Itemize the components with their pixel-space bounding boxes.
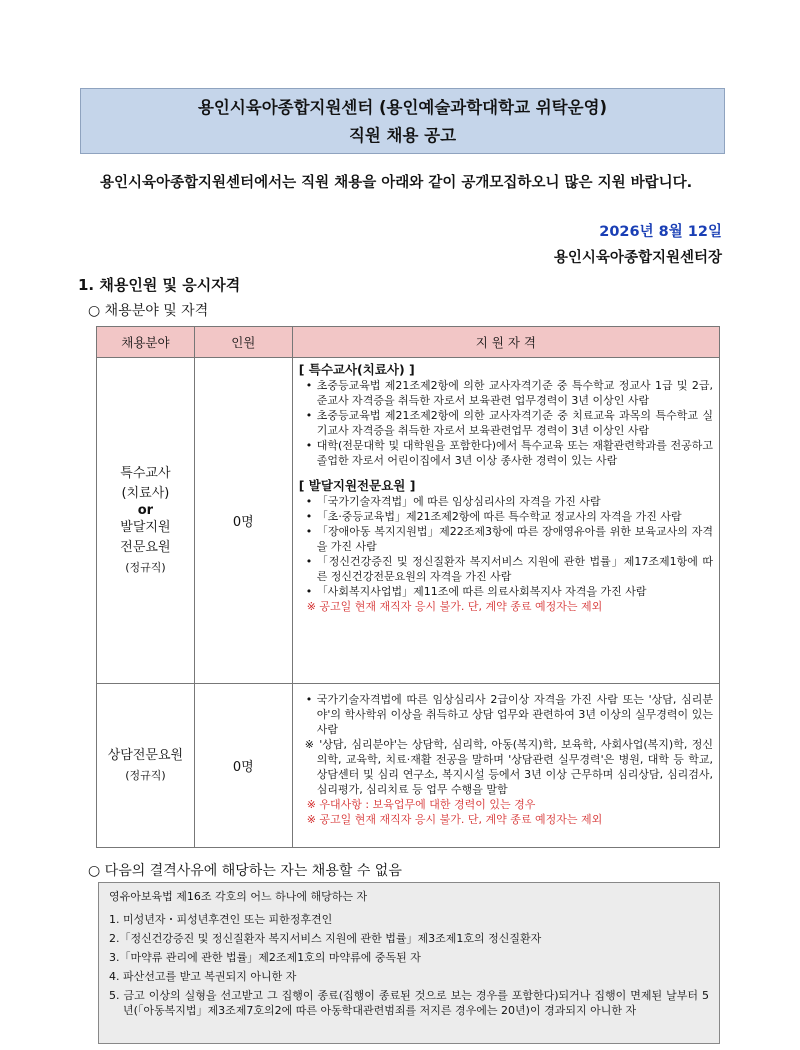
header-category: 채용분야: [97, 327, 195, 358]
category-or: or: [137, 502, 154, 518]
count-cell: 0명: [194, 358, 292, 684]
notice-note: ※ 공고일 현재 재직자 응시 불가. 단, 계약 종료 예정자는 제외: [306, 600, 603, 613]
disqualification-heading: ○ 다음의 결격사유에 해당하는 자는 채용할 수 없음: [88, 863, 402, 879]
list-item: 4. 파산선고를 받고 복권되지 아니한 자: [109, 970, 297, 983]
list-item: • 대학(전문대학 및 대학원을 포함한다)에서 특수교육 또는 재활관련학과를 전공하고 졸업한 자로서 어린이집에서 3년 이상 종사한 경력이 있는 사람: [317, 438, 713, 468]
section1-subheading: ○ 채용분야 및 자격: [88, 303, 209, 319]
title-box: [80, 88, 725, 154]
header-qualification: 지 원 자 격: [292, 327, 719, 358]
category-name: (치료사): [121, 485, 170, 501]
reference-note: ※ '상담, 심리분야'는 상담학, 심리학, 아동(복지)학, 보육학, 사회사업(복지)학, 정신의학, 교육학, 치료·재활 전공을 말하며 '상담관련 실무경력'은 병원, 대학 등 학교, 상담센터 및 심리 연구소, 복지시설 등에서 3년 이상 근무하며 심리상담, 심리검사, 심리평가, 심리치료 등 업무 수행을 말함: [304, 738, 713, 796]
list-item: • 「초·중등교육법」제21조제2항에 따른 특수학교 정교사의 자격을 가진 사람: [317, 509, 713, 524]
employment-type: (정규직): [125, 768, 166, 782]
notice-note: ※ 공고일 현재 재직자 응시 불가. 단, 계약 종료 예정자는 제외: [306, 813, 603, 826]
issuing-org: 용인시육아종합지원센터장: [553, 250, 722, 266]
group-heading: [ 특수교사(치료사) ]: [298, 362, 415, 377]
list-item: 5. 금고 이상의 실형을 선고받고 그 집행이 종료(집행이 종료된 것으로 보는 경우를 포함한다)되거나 집행이 면제된 날부터 5년(「아동복지법」제3조제7호의2에 따른 아동학대관련범죄를 저지른 경우에는 20년)이 경과되지 아니한 자: [109, 989, 709, 1017]
title-line1: 용인시육아종합지원센터 (용인예술과학대학교 위탁운영): [197, 98, 608, 117]
category-cell: [97, 358, 195, 684]
table-row: [97, 358, 720, 684]
qualification-list: [299, 378, 713, 468]
list-item: 1. 미성년자・피성년후견인 또는 피한정후견인: [109, 913, 333, 926]
category-cell: [97, 684, 195, 848]
group-heading: [ 발달지원전문요원 ]: [298, 478, 416, 493]
list-item: • 초중등교육법 제21조제2항에 의한 교사자격기준 중 치료교육 과목의 특수학교 실기교사 자격증을 취득한 자로서 보육관련업무 경력이 3년 이상인 사람: [317, 408, 713, 438]
qualification-cell: [292, 358, 719, 684]
section1-heading: 1. 채용인원 및 응시자격: [78, 276, 241, 294]
disqualification-box-heading: 영유아보육법 제16조 각호의 어느 하나에 해당하는 자: [109, 890, 368, 903]
list-item: • 「국가기술자격법」에 따른 임상심리사의 자격을 가진 사람: [317, 494, 713, 509]
title-line2: 직원 채용 공고: [348, 126, 457, 145]
intro-text: 용인시육아종합지원센터에서는 직원 채용을 아래와 같이 공개모집하오니 많은 지원 바랍니다.: [100, 175, 693, 191]
table-header-row: [97, 327, 720, 358]
announcement-date: 2026년 8월 12일: [599, 224, 722, 240]
list-item: 2.「정신건강증진 및 정신질환자 복지서비스 지원에 관한 법률」제3조제1호의 정신질환자: [109, 932, 542, 945]
list-item: • 「사회복지사업법」제11조에 따른 의료사회복지사 자격을 가진 사람: [317, 584, 713, 599]
list-item: • 「정신건강증진 및 정신질환자 복지서비스 지원에 관한 법률」제17조제1항에 따른 정신건강전문요원의 자격을 가진 사람: [317, 554, 713, 584]
recruitment-table: [96, 326, 720, 848]
list-item: • 「장애아동 복지지원법」제22조제3항에 따른 장애영유아를 위한 보육교사의 자격을 가진 사람: [317, 524, 713, 554]
qualification-list: [299, 692, 713, 737]
disqualification-list: [109, 912, 709, 1018]
list-item: • 초중등교육법 제21조제2항에 의한 교사자격기준 중 특수학교 정교사 1급 및 2급, 준교사 자격증을 취득한 자로서 보육관련 업무경력이 3년 이상인 사람: [317, 378, 713, 408]
table-row: [97, 684, 720, 848]
qualification-list: [299, 494, 713, 599]
preference-note: ※ 우대사항 : 보육업무에 대한 경력이 있는 경우: [306, 798, 536, 811]
employment-type: (정규직): [125, 560, 166, 574]
category-name: 전문요원: [120, 539, 171, 555]
qualification-cell: [292, 684, 719, 848]
category-name: 특수교사: [120, 465, 171, 481]
header-count: 인원: [194, 327, 292, 358]
disqualification-box: [98, 882, 720, 1044]
list-item: • 국가기술자격법에 따른 임상심리사 2급이상 자격을 가진 사람 또는 '상담, 심리분야'의 학사학위 이상을 취득하고 상담 업무와 관련하여 3년 이상의 실무경력이 있는 사람: [317, 692, 713, 737]
list-item: 3.「마약류 관리에 관한 법률」제2조제1호의 마약류에 중독된 자: [109, 951, 421, 964]
count-cell: 0명: [194, 684, 292, 848]
category-name: 발달지원: [120, 519, 171, 535]
category-name: 상담전문요원: [107, 747, 184, 763]
